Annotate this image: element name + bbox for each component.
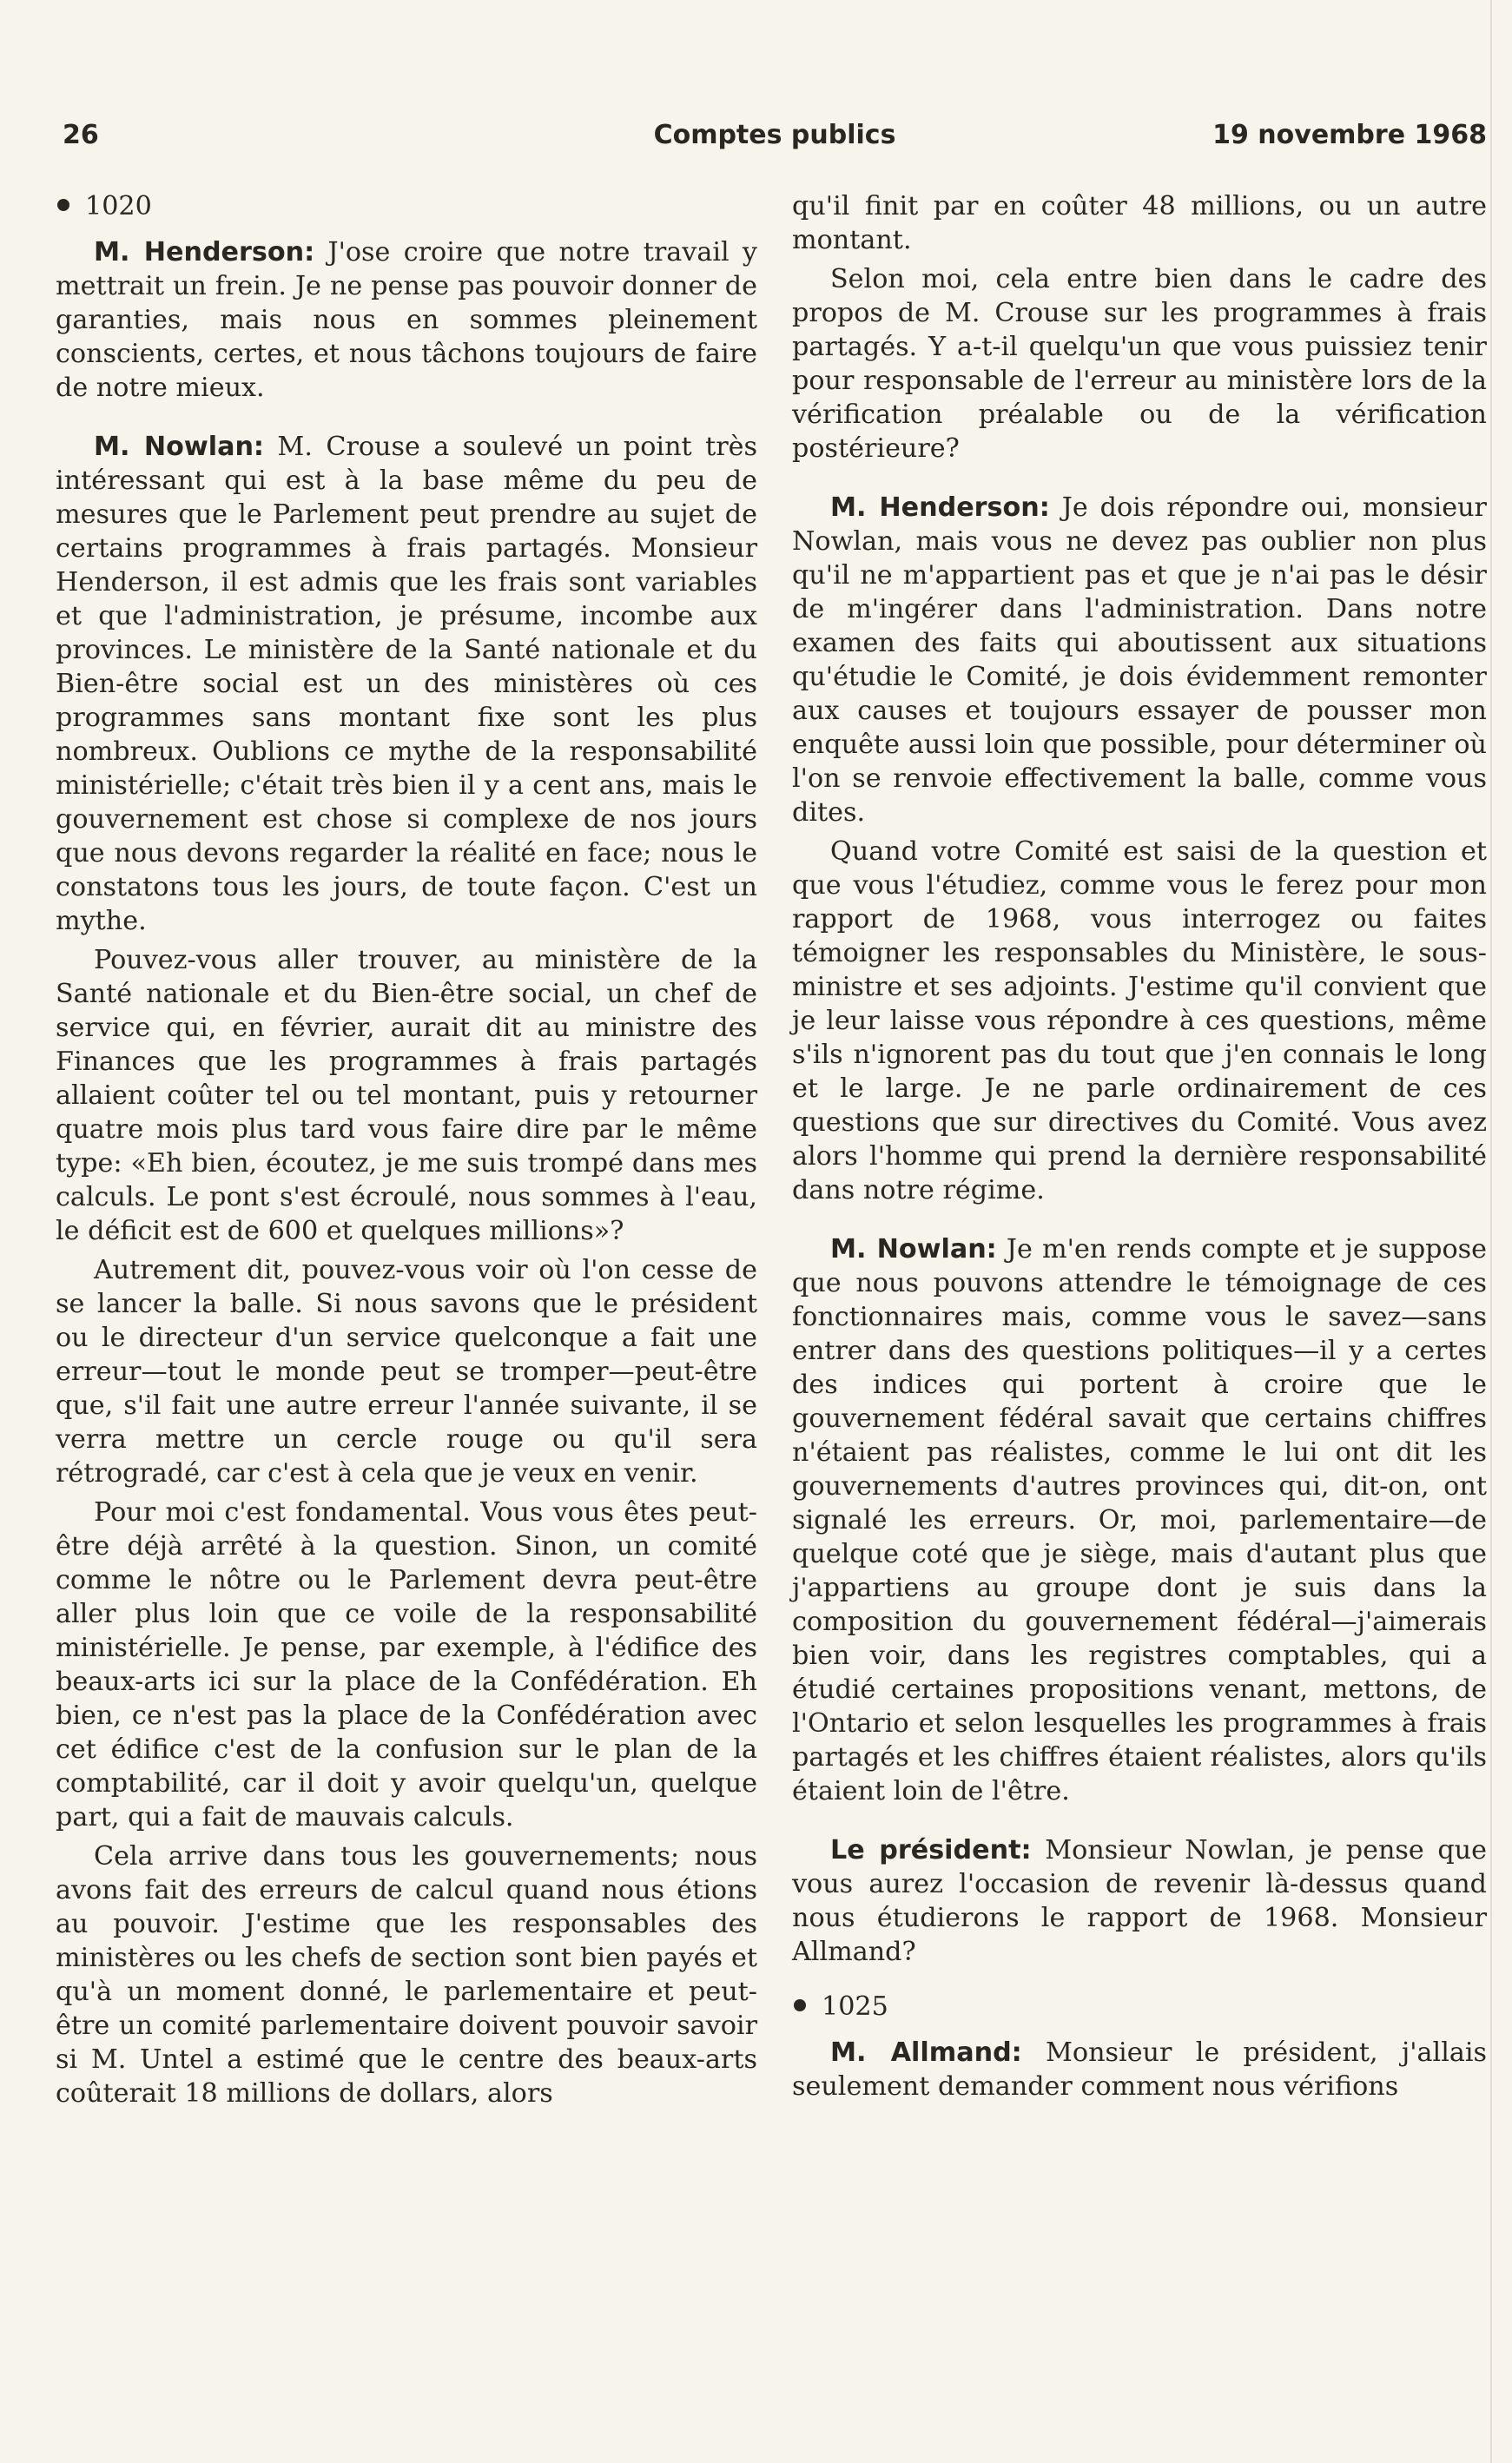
page-edge-shadow xyxy=(1490,0,1492,2463)
page-number: 26 xyxy=(63,120,99,150)
running-title: Comptes publics xyxy=(653,120,896,150)
paragraph: Quand votre Comité est saisi de la question et que vous l'étudiez, comme vous le ferez pour mon rapport de 1968, vous interrogez ou faites témoigner les responsables du Ministère, le sous-ministre et ses adjoints. J'estime qu'il convient que je leur laisse vous répondre à ces questions, même s'ils n'ignorent pas du tout que j'en connais le long et le large. Je ne parle ordinairement de ces questions que sur directives du Comité. Vous avez alors l'homme qui prend la dernière responsabilité dans notre régime. xyxy=(792,836,1487,1205)
speech-text: M. Crouse a soulevé un point très intéressant qui est à la base même du peu de mesures que le Parlement peut prendre au sujet de certains programmes à frais partagés. Monsieur Henderson, il est admis que les frais sont variables et que l'administration, je présume, incombe aux provinces. Le ministère de la Santé nationale et du Bien-être social est un des ministères où ces programmes sans montant fixe sont les plus nombreux. Oublions ce mythe de la responsabilité ministérielle; c'était très bien il y a cent ans, mais le gouvernement est chose si complexe de nos jours que nous devons regarder la réalité en face; nous le constatons tous les jours, de toute façon. C'est un mythe. xyxy=(56,432,757,936)
bullet-icon xyxy=(794,1999,806,2011)
speech-text: Monsieur Nowlan, je pense que vous aurez l'occasion de revenir là-dessus quand nous étudierons le rapport de 1968. Monsieur Allmand? xyxy=(792,1835,1487,1967)
speech-text: Je m'en rends compte et je suppose que nous pouvons attendre le témoignage de ces fonctionnaires mais, comme vous le savez—sans entrer dans des questions politiques—il y a certes des indices qui portent à croire que le gouvernement fédéral savait que certains chiffres n'étaient pas réalistes, comme le lui ont dit les gouvernements d'autres provinces qui, dit-on, ont signalé les erreurs. Or, moi, parlementaire—de quelque coté que je siège, mais d'autant plus que j'appartiens au groupe dont je suis dans la composition du gouvernement fédéral—j'aimerais bien voir, dans les registres comptables, qui a étudié certaines propositions venant, mettons, de l'Ontario et selon lesquelles les programmes à frais partagés et les chiffres étaient réalistes, alors qu'ils étaient loin de l'être. xyxy=(792,1234,1487,1806)
speech-text: Monsieur le président, j'allais seulement demander comment nous vérifions xyxy=(792,2037,1487,2102)
speaker-name: M. Henderson: xyxy=(94,237,315,267)
right-column xyxy=(792,189,1487,2109)
speech-paragraph xyxy=(792,2036,1487,2103)
paragraph: Pour moi c'est fondamental. Vous vous êtes peut-être déjà arrêté à la question. Sinon, un comité comme le nôtre ou le Parlement devra peut-être aller plus loin que ce voile de la responsabilité ministérielle. Je pense, par exemple, à l'édifice des beaux-arts ici sur la place de la Confédération. Eh bien, ce n'est pas la place de la Confédération avec cet édifice c'est de la confusion sur le plan de la comptabilité, car il doit y avoir quelqu'un, quelque part, qui a fait de mauvais calculs. xyxy=(56,1497,757,1832)
paragraph: Pouvez-vous aller trouver, au ministère de la Santé nationale et du Bien-être social, un chef de service qui, en février, aurait dit au ministre des Finances que les programmes à frais partagés allaient coûter tel ou tel montant, puis y retourner quatre mois plus tard vous faire dire par le même type: «Eh bien, écoutez, je me suis trompé dans mes calculs. Le pont s'est écroulé, nous sommes à l'eau, le déficit est de 600 et quelques millions»? xyxy=(56,945,757,1246)
time-marker-text: 1025 xyxy=(822,1991,888,2022)
speaker-name: M. Nowlan: xyxy=(830,1234,997,1265)
paragraph: Selon moi, cela entre bien dans le cadre des propos de M. Crouse sur les programmes à frais partagés. Y a-t-il quelqu'un que vous puissiez tenir pour responsable de l'erreur au ministère lors de la vérification préalable ou de la vérification postérieure? xyxy=(792,264,1487,464)
speech-text: J'ose croire que notre travail y mettrait un frein. Je ne pense pas pouvoir donner de garanties, mais nous en sommes pleinement conscients, certes, et nous tâchons toujours de faire de notre mieux. xyxy=(56,237,757,403)
speech-paragraph xyxy=(792,1232,1487,1808)
speech-paragraph xyxy=(792,1833,1487,1969)
header-date: 19 novembre 1968 xyxy=(1212,120,1487,150)
time-marker-text: 1020 xyxy=(85,191,152,221)
paragraph: Autrement dit, pouvez-vous voir où l'on cesse de se lancer la balle. Si nous savons que le président ou le directeur d'un service quelconque a fait une erreur—tout le monde peut se tromper—peut-être que, s'il fait une autre erreur l'année suivante, il se verra mettre un cercle rouge ou qu'il sera rétrogradé, car c'est à cela que je veux en venir. xyxy=(56,1255,757,1489)
continued-paragraph: qu'il finit par en coûter 48 millions, ou un autre montant. xyxy=(792,191,1487,255)
speech-paragraph xyxy=(56,235,757,405)
speech-paragraph xyxy=(56,430,757,938)
speaker-name: M. Nowlan: xyxy=(94,432,265,462)
time-marker xyxy=(792,1990,1487,2024)
speech-paragraph xyxy=(792,491,1487,829)
time-marker xyxy=(56,189,757,223)
speaker-name: M. Allmand: xyxy=(830,2037,1022,2068)
left-column xyxy=(56,189,757,2116)
speaker-name: Le président: xyxy=(830,1835,1032,1865)
page-header xyxy=(63,120,1487,162)
bullet-icon xyxy=(57,199,69,211)
speech-text: Je dois répondre oui, monsieur Nowlan, mais vous ne devez pas oublier non plus qu'il ne m'appartient pas et que je n'ai pas le désir de m'ingérer dans l'administration. Dans notre examen des faits qui aboutissent aux situations qu'étudie le Comité, je dois évidemment remonter aux causes et toujours essayer de pousser mon enquête aussi loin que possible, pour déterminer où l'on se renvoie effectivement la balle, comme vous dites. xyxy=(792,492,1487,828)
speaker-name: M. Henderson: xyxy=(830,492,1050,523)
paragraph: Cela arrive dans tous les gouvernements; nous avons fait des erreurs de calcul quand nous étions au pouvoir. J'estime que les responsables des ministères ou les chefs de section sont bien payés et qu'à un moment donné, le parlementaire et peut-être un comité parlementaire doivent pouvoir savoir si M. Untel a estimé que le centre des beaux-arts coûterait 18 millions de dollars, alors xyxy=(56,1841,757,2109)
